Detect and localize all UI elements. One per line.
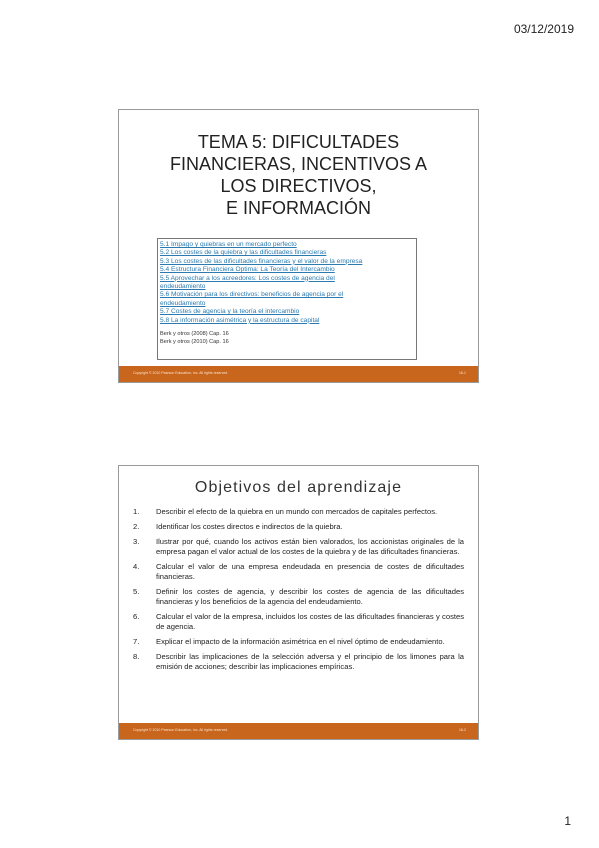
list-item bbox=[133, 507, 464, 517]
item-number: 6. bbox=[133, 612, 140, 621]
slide-number: 16-1 bbox=[458, 371, 466, 375]
toc-link[interactable]: endeudamiento bbox=[160, 283, 206, 291]
toc-link[interactable]: 5.6 Motivación para los directivos: beneficios de agencia por el bbox=[160, 291, 344, 299]
item-text: Describir el efecto de la quiebra en un mundo con mercados de capitales perfectos. bbox=[156, 507, 438, 516]
item-text: Identificar los costes directos e indirectos de la quiebra. bbox=[156, 522, 343, 531]
slide-2 bbox=[118, 465, 479, 740]
slide-footer bbox=[119, 723, 478, 739]
item-number: 4. bbox=[133, 562, 140, 571]
item-text: Calcular el valor de una empresa endeudada en presencia de costes de dificultades financieras. bbox=[156, 562, 464, 581]
toc-link[interactable]: 5.1 Impago y quiebras en un mercado perfecto bbox=[160, 241, 297, 248]
print-date: 03/12/2019 bbox=[513, 22, 574, 36]
list-item bbox=[133, 537, 464, 557]
toc-link[interactable]: 5.7 Costes de agencia y la teoría el intercambio bbox=[160, 308, 300, 316]
list-item bbox=[133, 587, 464, 607]
title-line: E INFORMACIÓN bbox=[225, 198, 371, 218]
list-item bbox=[133, 612, 464, 632]
objectives-list bbox=[133, 507, 464, 677]
title-line: TEMA 5: DIFICULTADES bbox=[197, 132, 400, 152]
slide-footer bbox=[119, 366, 478, 382]
item-number: 3. bbox=[133, 537, 140, 546]
item-text: Describir las implicaciones de la selección adversa y el principio de los limones para la emisión de acciones; describir las implicaciones empíricas. bbox=[156, 652, 464, 671]
references bbox=[160, 331, 414, 346]
slide-2-title: Objetivos del aprendizaje bbox=[194, 479, 403, 496]
slide-number: 16-2 bbox=[458, 728, 466, 732]
item-text: Calcular el valor de la empresa, incluidos los costes de las dificultades financieras y costes de agencia. bbox=[156, 612, 464, 631]
item-number: 2. bbox=[133, 522, 140, 531]
list-item bbox=[133, 562, 464, 582]
contents-box bbox=[157, 238, 417, 360]
footer-copyright: Copyright © 2010 Pearson Education, Inc. All rights reserved. bbox=[133, 371, 229, 375]
page-number: 1 bbox=[564, 814, 571, 828]
list-item bbox=[133, 652, 464, 672]
slide-1-title bbox=[119, 131, 478, 219]
item-text: Ilustrar por qué, cuando los activos están bien valorados, los accionistas originales de la empresa pagan el valor actual de los costes de la quiebra y de las dificultades financieras. bbox=[156, 537, 464, 556]
toc-link[interactable]: 5.5 Aprovechar a los acreedores: Los costes de agencia del bbox=[160, 274, 335, 282]
footer-copyright: Copyright © 2010 Pearson Education, Inc. All rights reserved. bbox=[133, 728, 229, 732]
item-text: Explicar el impacto de la información asimétrica en el nivel óptimo de endeudamiento. bbox=[156, 637, 445, 646]
item-number: 5. bbox=[133, 587, 140, 596]
toc-link[interactable]: 5.3 Los costes de las dificultades financieras y el valor de la empresa bbox=[160, 257, 363, 265]
item-number: 1. bbox=[133, 507, 140, 516]
list-item bbox=[133, 637, 464, 647]
slide-1 bbox=[118, 109, 479, 383]
toc-link[interactable]: 5.4 Estructura Financiera Optima: La Teoría del Intercambio bbox=[160, 266, 335, 274]
toc-link[interactable]: 5.2 Los costes de la quiebra y las dificultades financieras bbox=[160, 249, 327, 257]
title-line: FINANCIERAS, INCENTIVOS A bbox=[169, 154, 428, 174]
list-item bbox=[133, 522, 464, 532]
reference: Berk y otros (2010) Cap. 16 bbox=[160, 338, 229, 345]
toc-link[interactable]: endeudamiento bbox=[160, 299, 206, 307]
toc-link[interactable]: 5.8 La información asimétrica y la estructura de capital bbox=[160, 316, 320, 324]
reference: Berk y otros (2008) Cap. 16 bbox=[160, 331, 229, 338]
item-number: 7. bbox=[133, 637, 140, 646]
table-of-contents bbox=[160, 241, 414, 325]
title-line: LOS DIRECTIVOS, bbox=[220, 176, 377, 196]
item-number: 8. bbox=[133, 652, 140, 661]
item-text: Definir los costes de agencia, y describir los costes de agencia de las dificultades financieras y los beneficios de la agencia del endeudamiento. bbox=[156, 587, 464, 606]
